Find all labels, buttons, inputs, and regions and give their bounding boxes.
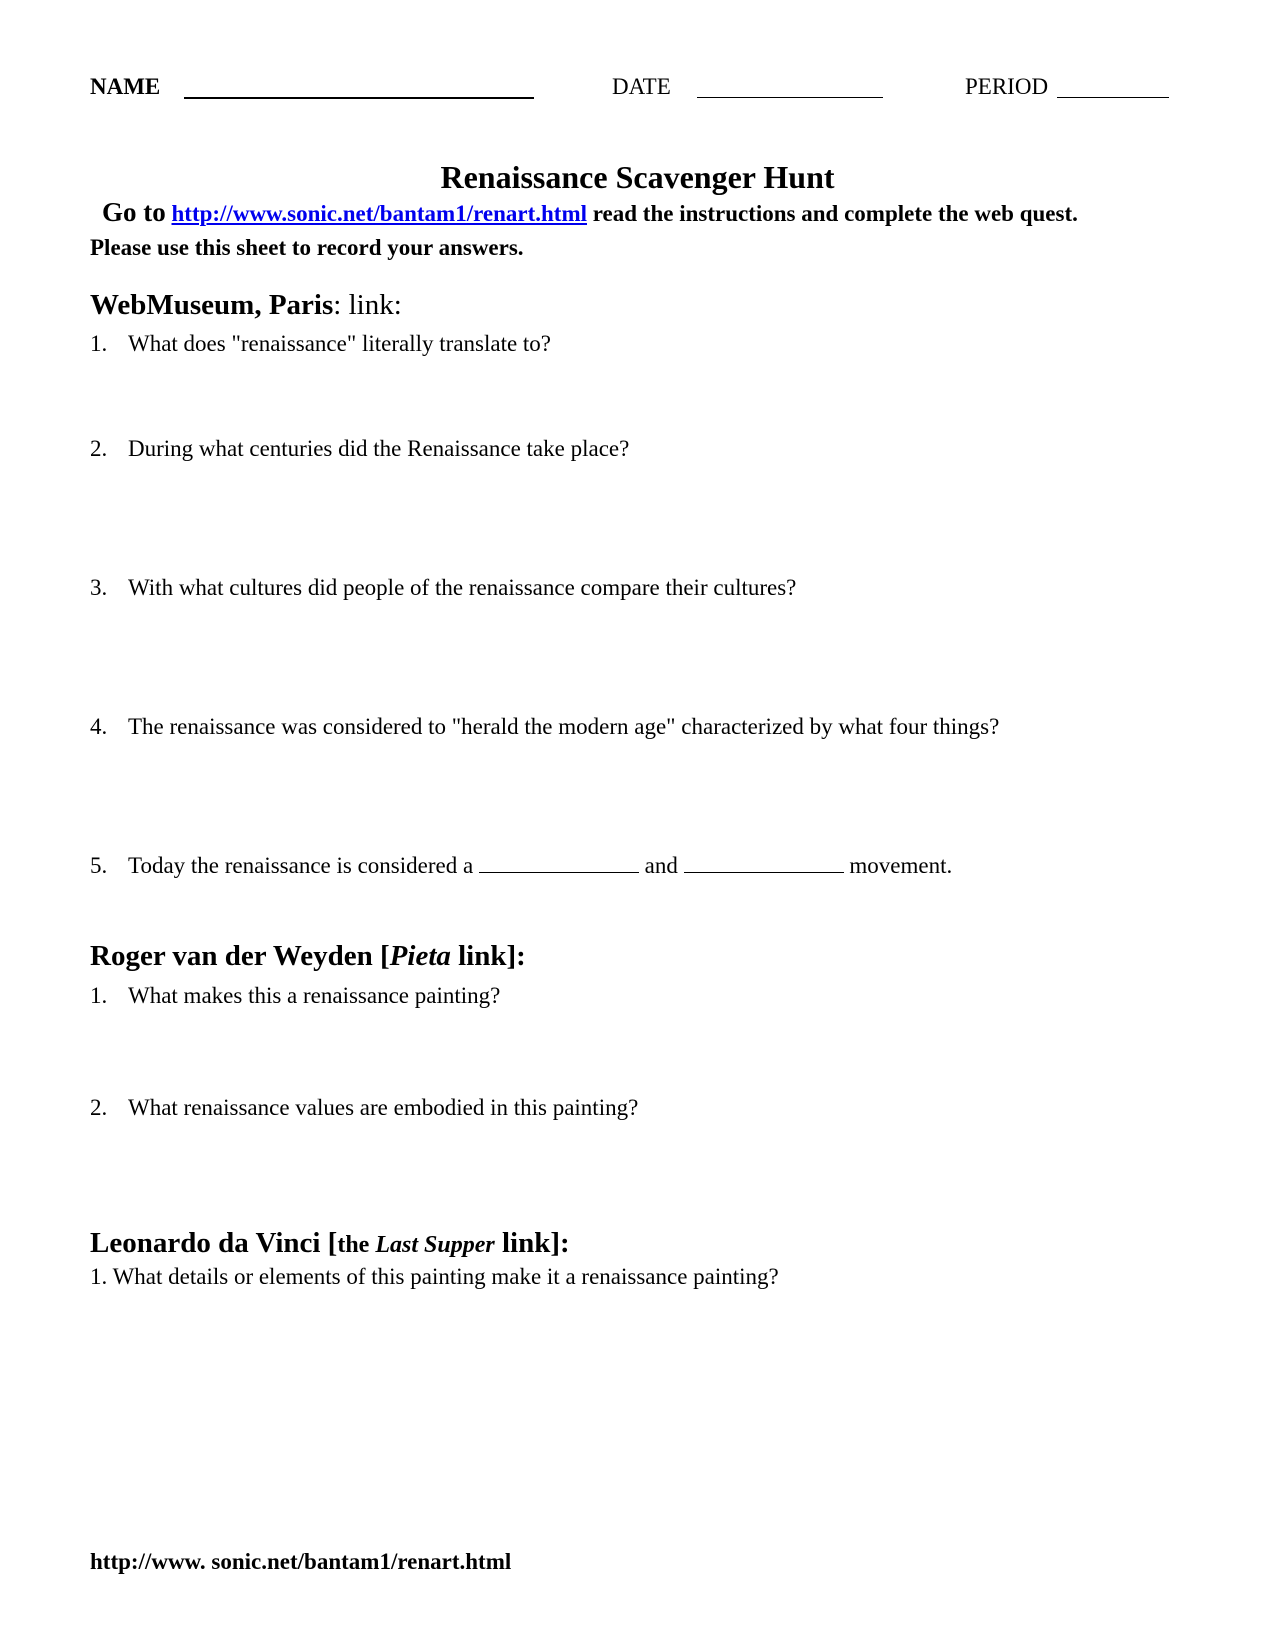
section-davinci-heading xyxy=(90,1227,570,1260)
question xyxy=(90,575,796,601)
section-heading-part: Roger van der Weyden [ xyxy=(90,940,390,972)
question-text: What makes this a renaissance painting? xyxy=(128,983,501,1008)
question-number: 2. xyxy=(90,1095,108,1120)
question-number: 4. xyxy=(90,714,108,739)
intro-rest: read the instructions and complete the web quest. xyxy=(592,201,1078,226)
intro-line xyxy=(102,197,1078,228)
question-text: movement. xyxy=(849,853,953,878)
question xyxy=(90,331,551,357)
question-text: What details or elements of this painting make it a renaissance painting? xyxy=(112,1264,779,1289)
question-number: 1. xyxy=(90,331,108,356)
question-text: Today the renaissance is considered a xyxy=(128,853,474,878)
question xyxy=(90,436,629,462)
question-number: 2. xyxy=(90,436,108,461)
date-blank[interactable] xyxy=(697,97,883,98)
question-text: What does "renaissance" literally translate to? xyxy=(128,331,552,356)
section-heading-part: the xyxy=(337,1232,376,1258)
question xyxy=(90,1264,779,1290)
period-blank[interactable] xyxy=(1057,97,1169,98)
name-blank[interactable] xyxy=(184,97,534,99)
intro-line-2: Please use this sheet to record your answers. xyxy=(90,235,524,260)
question-text: and xyxy=(644,853,678,878)
section-weyden-heading xyxy=(90,940,526,973)
section-heading-part: Leonardo da Vinci [ xyxy=(90,1227,338,1259)
question-text: During what centuries did the Renaissance take place? xyxy=(128,436,630,461)
date-label: DATE xyxy=(612,74,671,99)
question xyxy=(90,1095,638,1121)
question-text: The renaissance was considered to "herald the modern age" characterized by what four things? xyxy=(128,714,1000,739)
question xyxy=(90,983,500,1009)
section-heading-italic: Pieta xyxy=(389,940,451,972)
section-heading-part: link]: xyxy=(450,940,526,972)
section-heading-bold: WebMuseum, Paris xyxy=(90,289,334,321)
answer-blank-2[interactable] xyxy=(684,854,844,873)
question-number: 1. xyxy=(90,1264,108,1289)
question-fill-in xyxy=(90,853,952,879)
question-number: 5. xyxy=(90,853,108,878)
section-webmuseum-heading xyxy=(90,289,402,322)
question-number: 3. xyxy=(90,575,108,600)
answer-blank-1[interactable] xyxy=(479,854,639,873)
name-label: NAME xyxy=(90,74,161,99)
footer-url: http://www. sonic.net/bantam1/renart.html xyxy=(90,1549,512,1574)
section-heading-italic: Last Supper xyxy=(375,1232,495,1258)
intro-goto: Go to xyxy=(102,197,166,227)
section-heading-rest: : link: xyxy=(333,289,402,321)
question xyxy=(90,714,999,740)
section-heading-part: link]: xyxy=(494,1227,570,1259)
question-text: With what cultures did people of the renaissance compare their cultures? xyxy=(128,575,797,600)
intro-url-link[interactable]: http://www.sonic.net/bantam1/renart.html xyxy=(171,201,587,226)
question-text: What renaissance values are embodied in this painting? xyxy=(128,1095,639,1120)
period-label: PERIOD xyxy=(965,74,1049,99)
page-title: Renaissance Scavenger Hunt xyxy=(440,159,835,195)
question-number: 1. xyxy=(90,983,108,1008)
